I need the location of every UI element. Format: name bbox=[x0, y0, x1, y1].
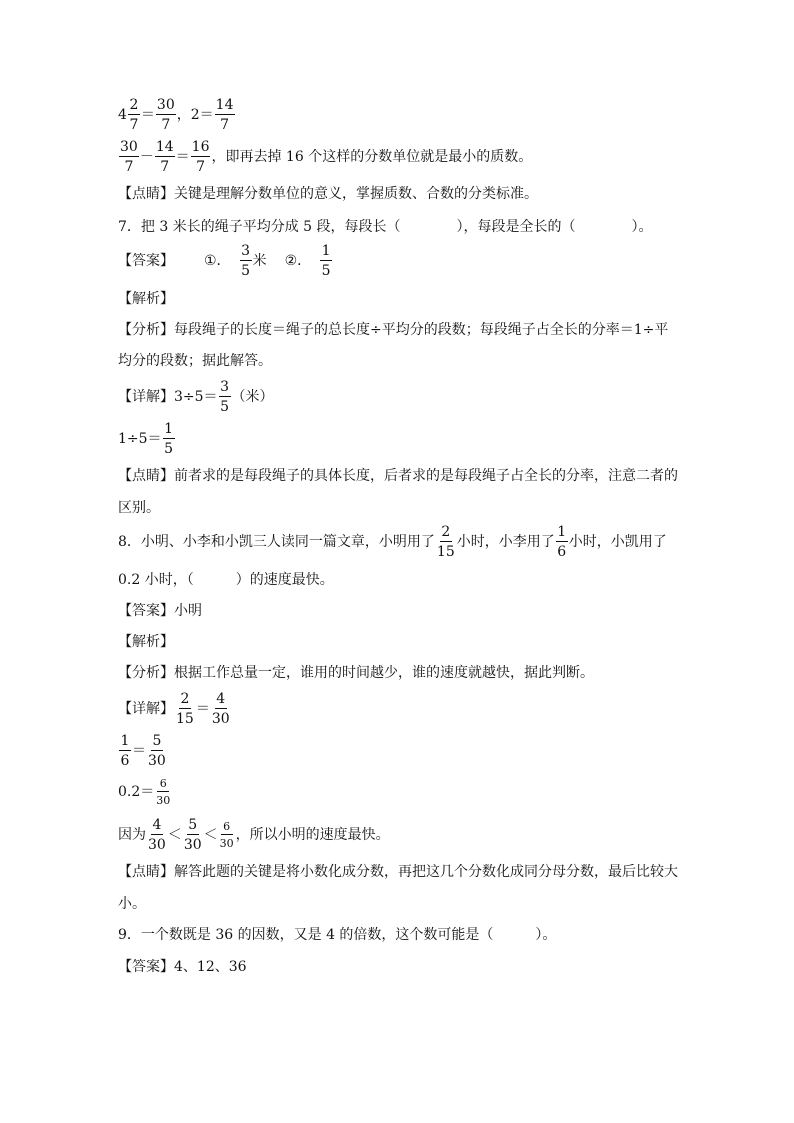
question-text: 小时，小凯用了 bbox=[568, 534, 667, 550]
fraction: $\frac{1}{6}$ bbox=[557, 524, 567, 560]
dianjing-paragraph-cont bbox=[118, 501, 160, 515]
fraction: $\frac{3}{5}$ bbox=[220, 379, 229, 415]
paragraph-text: 因为 bbox=[118, 827, 146, 843]
paragraph-text: 小。 bbox=[118, 896, 146, 912]
paragraph-text: 区别。 bbox=[118, 500, 160, 516]
fraction: $\frac{2}{7}$ bbox=[129, 97, 139, 133]
fenxi-paragraph bbox=[118, 666, 594, 680]
paragraph-text: 【分析】根据工作总量一定，谁用的时间越少，谁的速度就越快，据此判断。 bbox=[118, 665, 594, 681]
equals-sign: ＝ bbox=[132, 743, 146, 759]
expression: 3÷5＝ bbox=[174, 389, 218, 405]
comparison-line bbox=[118, 818, 390, 852]
equals-sign: ＝ bbox=[175, 149, 190, 165]
detail-line bbox=[118, 692, 232, 726]
fraction: $\frac{3}{5}$ bbox=[241, 243, 251, 279]
question-text: 小时，小李用了 bbox=[456, 534, 555, 550]
fraction: $\frac{30}{7}$ bbox=[156, 97, 175, 133]
answer-marker: ①． bbox=[204, 253, 231, 269]
fraction: $\frac{4}{30}$ bbox=[148, 817, 166, 853]
answer-line bbox=[118, 244, 333, 278]
jiexi-heading bbox=[118, 292, 174, 306]
fraction: $\frac{6}{30}$ bbox=[219, 820, 234, 850]
question-text: 9．一个数既是 36 的因数，又是 4 的倍数，这个数可能是（ ）。 bbox=[118, 927, 557, 943]
mixed-number-line bbox=[118, 98, 236, 132]
question-text: 8．小明、小李和小凯三人读同一篇文章，小明用了 bbox=[118, 534, 435, 550]
answer-text: 【答案】小明 bbox=[118, 603, 202, 619]
fenxi-paragraph bbox=[118, 323, 668, 337]
detail-line bbox=[118, 778, 172, 806]
paragraph-text: 【点睛】前者求的是每段绳子的具体长度，后者求的是每段绳子占全长的分率，注意二者的 bbox=[118, 468, 678, 484]
paragraph-text: 均分的段数；据此解答。 bbox=[118, 353, 272, 369]
paragraph-text: 【点睛】关键是理解分数单位的意义，掌握质数、合数的分类标准。 bbox=[118, 186, 538, 202]
fraction: $\frac{6}{30}$ bbox=[156, 777, 171, 807]
paragraph-text: 【点睛】解答此题的关键是将小数化成分数，再把这几个分数化成同分母分数，最后比较大 bbox=[118, 864, 678, 880]
answer-marker: ②． bbox=[284, 253, 312, 269]
section-label: 【解析】 bbox=[118, 634, 174, 650]
question-7 bbox=[118, 220, 653, 234]
fraction: $\frac{4}{30}$ bbox=[211, 691, 230, 727]
detail-line bbox=[118, 380, 274, 414]
detail-line bbox=[118, 734, 168, 768]
expression: 0.2＝ bbox=[118, 784, 155, 800]
paragraph-text: ，所以小明的速度最快。 bbox=[235, 827, 390, 843]
detail-line bbox=[118, 422, 176, 456]
answer-line bbox=[118, 604, 202, 618]
question-text: 0.2 小时，（ ）的速度最快。 bbox=[118, 572, 334, 588]
less-than-sign: ＜ bbox=[167, 827, 182, 843]
question-8 bbox=[118, 525, 667, 559]
dianjing-paragraph-cont bbox=[118, 897, 146, 911]
fraction: $\frac{1}{5}$ bbox=[321, 243, 331, 279]
dianjing-paragraph bbox=[118, 469, 678, 483]
fraction: $\frac{1}{6}$ bbox=[120, 733, 130, 769]
fraction: $\frac{14}{7}$ bbox=[215, 97, 234, 133]
section-label: 【详解】 bbox=[118, 389, 174, 405]
fraction: $\frac{2}{15}$ bbox=[176, 691, 194, 727]
fraction: $\frac{2}{15}$ bbox=[436, 524, 455, 560]
equals-sign: ＝ bbox=[140, 107, 155, 123]
fraction: $\frac{1}{5}$ bbox=[164, 421, 173, 457]
subtraction-line bbox=[118, 140, 532, 174]
fraction: $\frac{30}{7}$ bbox=[120, 139, 138, 175]
section-label: 【详解】 bbox=[118, 701, 174, 717]
fenxi-paragraph-cont bbox=[118, 354, 272, 368]
less-than-sign: ＜ bbox=[203, 827, 218, 843]
jiexi-heading bbox=[118, 635, 174, 649]
question-8-cont bbox=[118, 573, 334, 587]
dianjing-paragraph bbox=[118, 187, 538, 201]
answer-text: 【答案】4、12、36 bbox=[118, 959, 247, 975]
answer-label: 【答案】 bbox=[118, 253, 174, 269]
paragraph-text: 【分析】每段绳子的长度＝绳子的总长度÷平均分的段数；每段绳子占全长的分率＝1÷平 bbox=[118, 322, 669, 338]
fraction: $\frac{16}{7}$ bbox=[191, 139, 210, 175]
minus-sign: － bbox=[139, 149, 154, 165]
dianjing-paragraph bbox=[118, 865, 678, 879]
fraction: $\frac{5}{30}$ bbox=[183, 817, 202, 853]
expression: 1÷5＝ bbox=[118, 431, 162, 447]
text-segment: ，2＝ bbox=[176, 107, 214, 123]
answer-line bbox=[118, 960, 247, 974]
fraction: $\frac{14}{7}$ bbox=[155, 139, 174, 175]
unit-text: （米） bbox=[231, 389, 274, 405]
question-9 bbox=[118, 928, 556, 942]
question-text: 7．把 3 米长的绳子平均分成 5 段，每段长（ ），每段是全长的（ ）。 bbox=[118, 219, 653, 235]
text-segment: ，即再去掉 16 个这样的分数单位就是最小的质数。 bbox=[211, 149, 533, 165]
fraction: $\frac{5}{30}$ bbox=[148, 733, 166, 769]
equals-sign: ＝ bbox=[195, 701, 210, 717]
unit-text: 米 bbox=[252, 253, 267, 269]
section-label: 【解析】 bbox=[118, 291, 174, 307]
whole-part: 4 bbox=[118, 107, 127, 123]
